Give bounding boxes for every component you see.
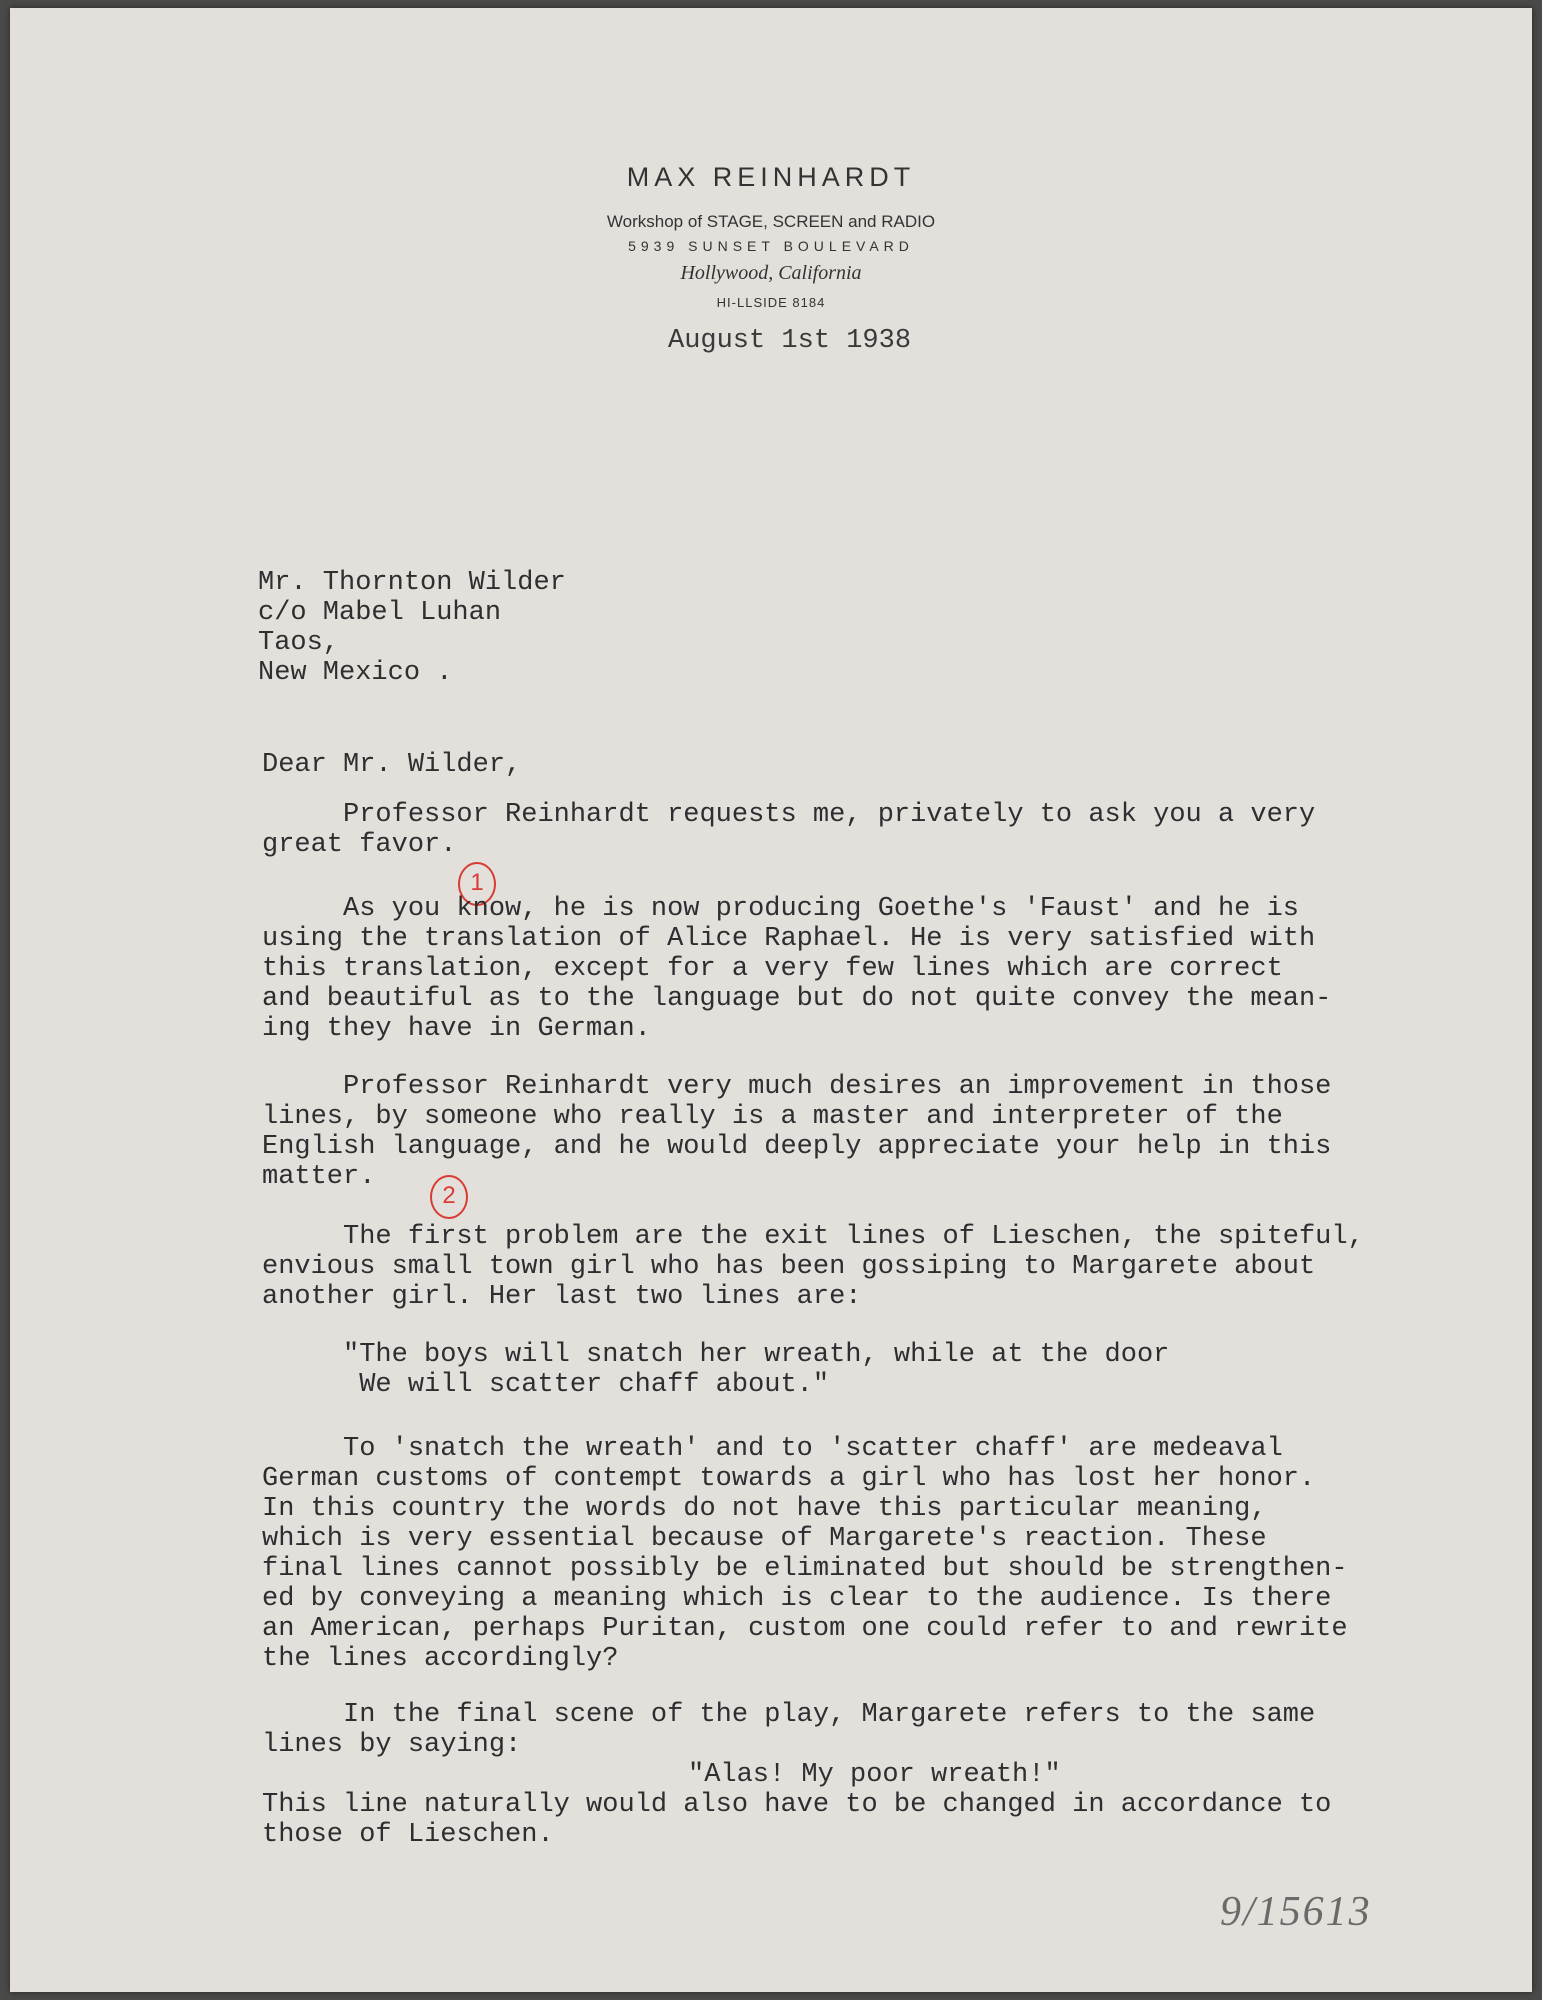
annotation-mark: 1 bbox=[458, 862, 496, 906]
text-line: the lines accordingly? bbox=[262, 1644, 619, 1674]
paragraph-3 bbox=[262, 1072, 1462, 1192]
accession-number: 9/15613 bbox=[1220, 1889, 1372, 1935]
text-line: this translation, except for a very few lines which are correct bbox=[262, 954, 1283, 984]
paragraph-7 bbox=[262, 1790, 1462, 1850]
text-line: another girl. Her last two lines are: bbox=[262, 1282, 862, 1312]
text-line: matter. bbox=[262, 1162, 376, 1192]
text-line: envious small town girl who has been gossiping to Margarete about bbox=[262, 1252, 1316, 1282]
recipient-line: Taos, bbox=[258, 628, 340, 658]
letterhead-city: Hollywood, California bbox=[680, 262, 862, 284]
letterhead-subtitle: Workshop of STAGE, SCREEN and RADIO bbox=[606, 212, 936, 231]
text-line: In the final scene of the play, Margarete refers to the same bbox=[262, 1700, 1316, 1730]
paragraph-4 bbox=[262, 1222, 1462, 1312]
text-line: This line naturally would also have to be changed in accordance to bbox=[262, 1790, 1332, 1820]
text-line: and beautiful as to the language but do not quite convey the mean- bbox=[262, 984, 1332, 1014]
recipient-line: Mr. Thornton Wilder bbox=[258, 568, 566, 598]
salutation: Dear Mr. Wilder, bbox=[262, 750, 522, 780]
text-line: Professor Reinhardt very much desires an improvement in those bbox=[262, 1072, 1332, 1102]
text-line: ing they have in German. bbox=[262, 1014, 651, 1044]
text-line: great favor. bbox=[262, 830, 457, 860]
quote-2: "Alas! My poor wreath!" bbox=[688, 1760, 1061, 1790]
text-line: German customs of contempt towards a girl who has lost her honor. bbox=[262, 1464, 1316, 1494]
text-line: lines, by someone who really is a master and interpreter of the bbox=[262, 1102, 1283, 1132]
text-line: using the translation of Alice Raphael. He is very satisfied with bbox=[262, 924, 1316, 954]
paragraph-6 bbox=[262, 1700, 1462, 1760]
text-line: those of Lieschen. bbox=[262, 1820, 554, 1850]
recipient-line: New Mexico . bbox=[258, 658, 453, 688]
text-line: lines by saying: bbox=[262, 1730, 522, 1760]
text-line: English language, and he would deeply appreciate your help in this bbox=[262, 1132, 1332, 1162]
text-line: ed by conveying a meaning which is clear to the audience. Is there bbox=[262, 1584, 1332, 1614]
text-line: The first problem are the exit lines of Lieschen, the spiteful, bbox=[262, 1222, 1364, 1252]
text-line: final lines cannot possibly be eliminated but should be strengthen- bbox=[262, 1554, 1348, 1584]
recipient-line: c/o Mabel Luhan bbox=[258, 598, 502, 628]
text-line: To 'snatch the wreath' and to 'scatter chaff' are medeaval bbox=[262, 1434, 1283, 1464]
text-line: In this country the words do not have this particular meaning, bbox=[262, 1494, 1267, 1524]
letterhead-phone: HI-LLSIDE 8184 bbox=[716, 295, 826, 310]
text-line: which is very essential because of Margarete's reaction. These bbox=[262, 1524, 1267, 1554]
text-line: As you know, he is now producing Goethe's 'Faust' and he is bbox=[262, 894, 1299, 924]
text-line: an American, perhaps Puritan, custom one could refer to and rewrite bbox=[262, 1614, 1348, 1644]
text-line: We will scatter chaff about." bbox=[262, 1370, 830, 1400]
letterhead-address: 5939 SUNSET BOULEVARD bbox=[628, 238, 914, 254]
paragraph-2 bbox=[262, 894, 1462, 1044]
paragraph-1 bbox=[262, 800, 1462, 860]
paragraph-5 bbox=[262, 1434, 1462, 1674]
quote-1 bbox=[262, 1340, 1462, 1400]
annotation-mark: 2 bbox=[430, 1175, 468, 1219]
letter-date: August 1st 1938 bbox=[668, 326, 912, 356]
letterhead-name: MAX REINHARDT bbox=[626, 162, 916, 192]
text-line: "The boys will snatch her wreath, while at the door bbox=[262, 1340, 1170, 1370]
text-line: Professor Reinhardt requests me, privately to ask you a very bbox=[262, 800, 1316, 830]
